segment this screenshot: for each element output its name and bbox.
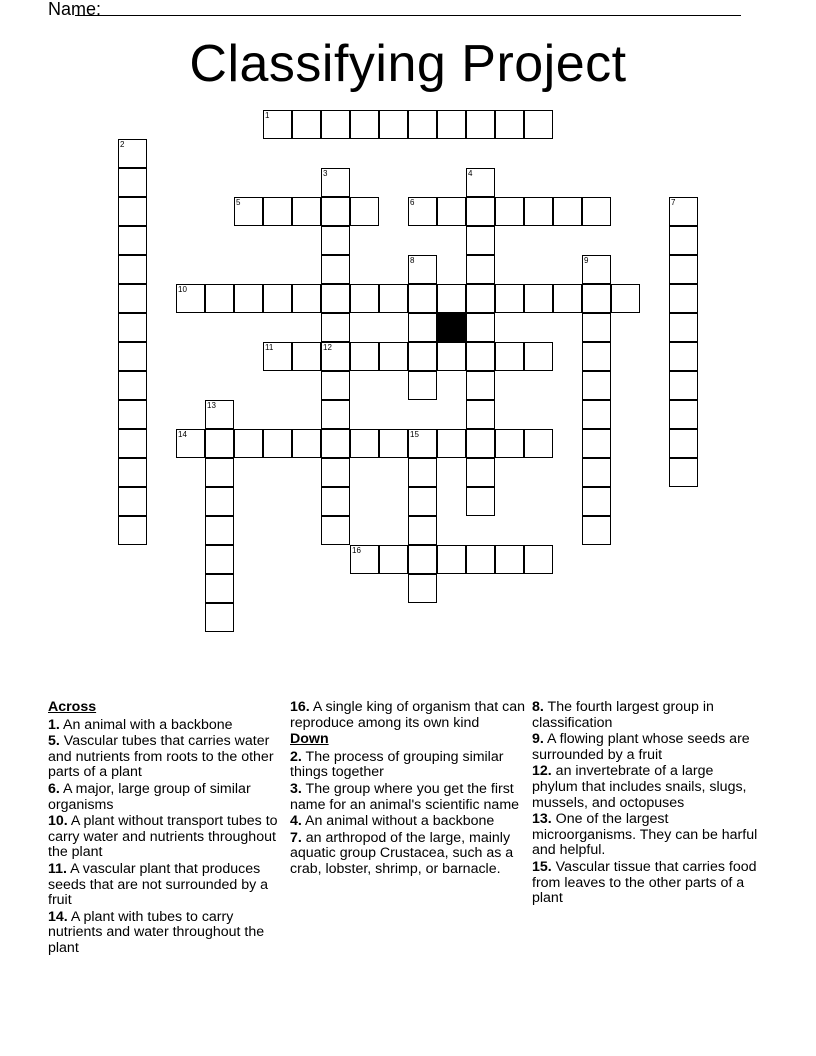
clue-number: 9 [584,256,589,265]
crossword-cell[interactable] [466,458,495,487]
clue-text: an invertebrate of a large phylum that includes snails, slugs, mussels, and octopuses [532,763,747,811]
crossword-cell[interactable] [669,400,698,429]
clue-number: 14. [48,908,68,925]
crossword-cell[interactable] [437,110,466,139]
crossword-cell[interactable] [205,516,234,545]
clue-text: One of the largest microorganisms. They can be harful and helpful. [532,811,758,859]
across-clue [48,734,284,781]
down-clue [532,860,760,907]
crossword-cell[interactable] [292,110,321,139]
crossword-cell[interactable] [582,255,611,284]
crossword-cell[interactable] [118,255,147,284]
down-clue [532,700,760,731]
crossword-cell[interactable] [669,458,698,487]
crossword-cell[interactable] [176,284,205,313]
crossword-cell[interactable] [408,371,437,400]
crossword-cell[interactable] [118,429,147,458]
crossword-cell[interactable] [205,574,234,603]
crossword-cell[interactable] [466,400,495,429]
clue-text: A plant without transport tubes to carry water and nutrients throughout the plant [48,813,278,861]
down-clue [532,732,760,763]
clue-number: 9. [532,731,544,748]
crossword-cell[interactable] [350,284,379,313]
crossword-cell[interactable] [524,429,553,458]
crossword-cell[interactable] [350,197,379,226]
page-title: Classifying Project [189,35,627,93]
crossword-cell[interactable] [118,458,147,487]
crossword-cell[interactable] [466,110,495,139]
crossword-cell[interactable] [292,429,321,458]
crossword-cell[interactable] [495,284,524,313]
down-clue [290,782,530,813]
clue-number: 7 [671,198,676,207]
clue-number: 6 [410,198,415,207]
crossword-cell[interactable] [176,429,205,458]
crossword-cell[interactable] [118,197,147,226]
crossword-cell[interactable] [553,284,582,313]
crossword-cell[interactable] [350,342,379,371]
clue-number: 6. [48,780,60,797]
clue-text: Vascular tubes that carries water and nutrients from roots to the other parts of a plant [48,733,274,781]
crossword-cell[interactable] [263,110,292,139]
crossword-cell[interactable] [379,545,408,574]
down-clue [532,764,760,811]
crossword-cell[interactable] [321,516,350,545]
crossword-cell[interactable] [495,342,524,371]
crossword-cell[interactable] [437,545,466,574]
crossword-cell[interactable] [524,284,553,313]
crossword-cell[interactable] [321,429,350,458]
crossword-cell[interactable] [669,284,698,313]
crossword-cell[interactable] [495,545,524,574]
clue-number: 5. [48,733,60,750]
crossword-cell[interactable] [408,110,437,139]
clue-text: Vascular tissue that carries food from leaves to the other parts of a plant [532,858,757,907]
crossword-cell[interactable] [466,226,495,255]
crossword-cell[interactable] [466,313,495,342]
clue-number: 4. [290,813,302,830]
crossword-cell[interactable] [321,110,350,139]
crossword-cell[interactable] [466,545,495,574]
crossword-cell[interactable] [408,313,437,342]
crossword-cell[interactable] [321,371,350,400]
clue-text: A flowing plant whose seeds are surrounded by a fruit [532,731,750,763]
clue-number: 1 [265,111,270,120]
clue-text: The process of grouping similar things together [290,748,504,781]
crossword-cell[interactable] [205,284,234,313]
clue-number: 10 [178,285,187,294]
crossword-cell[interactable] [321,342,350,371]
clue-number: 2. [290,748,302,765]
crossword-cell[interactable] [466,284,495,313]
clue-number: 4 [468,169,473,178]
crossword-cell[interactable] [582,284,611,313]
crossword-cell[interactable] [582,487,611,516]
crossword-cell[interactable] [669,429,698,458]
crossword-cell[interactable] [524,545,553,574]
crossword-cell[interactable] [408,284,437,313]
crossword-cell[interactable] [321,226,350,255]
clue-number: 1. [48,716,60,733]
crossword-cell[interactable] [321,400,350,429]
clue-text: The fourth largest group in classification [532,699,714,731]
crossword-cell[interactable] [379,284,408,313]
crossword-cell[interactable] [205,429,234,458]
clue-number: 11. [48,860,67,877]
clue-number: 13 [207,401,216,410]
crossword-cell[interactable] [205,400,234,429]
crossword-cell[interactable] [495,429,524,458]
crossword-cell[interactable] [466,429,495,458]
crossword-cell[interactable] [379,429,408,458]
crossword-cell[interactable] [524,110,553,139]
down-clue [290,814,530,830]
crossword-cell[interactable] [582,516,611,545]
across-clue [48,814,284,861]
across-clue [48,910,284,957]
crossword-cell[interactable] [379,342,408,371]
crossword-cell[interactable] [437,284,466,313]
clue-number: 2 [120,140,125,149]
clue-number: 15. [532,858,552,875]
crossword-cell[interactable] [524,197,553,226]
crossword-cell[interactable] [408,342,437,371]
crossword-cell[interactable] [466,255,495,284]
clue-number: 12 [323,343,332,352]
crossword-cell[interactable] [524,342,553,371]
clue-number: 14 [178,430,187,439]
crossword-cell[interactable] [321,197,350,226]
crossword-cell[interactable] [118,313,147,342]
down-clue [290,831,530,878]
crossword-cell[interactable] [408,255,437,284]
crossword-cell[interactable] [495,110,524,139]
crossword-cell[interactable] [350,429,379,458]
crossword-cell[interactable] [350,110,379,139]
crossword-cell[interactable] [669,313,698,342]
crossword-cell[interactable] [234,197,263,226]
crossword-cell[interactable] [437,197,466,226]
crossword-cell[interactable] [263,284,292,313]
crossword-cell[interactable] [321,284,350,313]
crossword-cell[interactable] [669,371,698,400]
clue-number: 16 [352,546,361,555]
clue-number: 16. [290,699,310,715]
clue-number: 15 [410,430,419,439]
crossword-cell[interactable] [205,487,234,516]
clue-number: 7. [290,829,302,846]
across-clue [48,782,284,813]
crossword-cell[interactable] [118,226,147,255]
clue-text: The group where you get the first name for an animal's scientific name [290,780,520,813]
crossword-cell[interactable] [582,313,611,342]
crossword-cell[interactable] [118,487,147,516]
crossword-cell[interactable] [118,516,147,545]
crossword-cell[interactable] [437,342,466,371]
clue-text: an arthropod of the large, mainly aquatic group Crustacea, such as a crab, lobster, shrimp, or barnacle. [290,829,514,877]
crossword-cell[interactable] [408,487,437,516]
clues-column-3 [532,700,760,908]
crossword-cell[interactable] [118,139,147,168]
crossword-cell[interactable] [669,197,698,226]
crossword-cell[interactable] [292,284,321,313]
crossword-cell[interactable] [582,371,611,400]
crossword-cell[interactable] [408,429,437,458]
crossword-cell[interactable] [234,429,263,458]
clue-text: A vascular plant that produces seeds that are not surrounded by a fruit [48,860,269,909]
crossword-cell[interactable] [437,429,466,458]
clue-number: 12. [532,763,552,780]
crossword-cell[interactable] [466,342,495,371]
across-clue [290,700,530,731]
black-square [437,313,466,342]
crossword-cell[interactable] [263,342,292,371]
clue-text: A major, large group of similar organisms [48,780,251,813]
crossword-cell[interactable] [669,255,698,284]
crossword-cell[interactable] [321,458,350,487]
crossword-cell[interactable] [234,284,263,313]
crossword-cell[interactable] [118,342,147,371]
clue-number: 3 [323,169,328,178]
across-clue [48,862,284,909]
crossword-cell[interactable] [582,400,611,429]
clue-text: A single king of organism that can reproduce among its own kind [290,699,526,731]
clue-number: 11 [265,343,274,352]
clues-column-2 [290,700,530,879]
crossword-cell[interactable] [263,429,292,458]
crossword-cell[interactable] [582,458,611,487]
across-clue [48,718,284,734]
crossword-cell[interactable] [205,545,234,574]
clues-column-1 [48,700,284,958]
clue-number: 8 [410,256,415,265]
crossword-cell[interactable] [408,516,437,545]
crossword-cell[interactable] [408,545,437,574]
clue-text: An animal without a backbone [301,813,495,830]
crossword-cell[interactable] [408,197,437,226]
crossword-cell[interactable] [321,313,350,342]
crossword-cell[interactable] [292,342,321,371]
down-clue [290,750,530,781]
crossword-cell[interactable] [321,168,350,197]
crossword-cell[interactable] [466,487,495,516]
crossword-cell[interactable] [466,168,495,197]
crossword-cell[interactable] [292,197,321,226]
crossword-cell[interactable] [495,197,524,226]
crossword-cell[interactable] [379,110,408,139]
crossword-cell[interactable] [205,458,234,487]
crossword-cell[interactable] [321,487,350,516]
crossword-cell[interactable] [263,197,292,226]
crossword-cell[interactable] [321,255,350,284]
clue-number: 10. [48,813,68,830]
crossword-cell[interactable] [408,458,437,487]
clue-number: 5 [236,198,241,207]
crossword-cell[interactable] [582,197,611,226]
across-heading: Across [48,699,97,715]
clue-text: An animal with a backbone [59,716,233,733]
clue-number: 8. [532,699,544,715]
crossword-cell[interactable] [466,197,495,226]
crossword-cell[interactable] [466,371,495,400]
clue-number: 3. [290,780,302,797]
down-heading: Down [290,731,329,748]
crossword-cell[interactable] [205,603,234,632]
crossword-cell[interactable] [118,400,147,429]
crossword-cell[interactable] [611,284,640,313]
crossword-cell[interactable] [408,574,437,603]
down-clue [532,812,760,859]
crossword-cell[interactable] [118,284,147,313]
crossword-cell[interactable] [669,226,698,255]
crossword-cell[interactable] [553,197,582,226]
clue-text: A plant with tubes to carry nutrients and water throughout the plant [48,908,265,956]
crossword-cell[interactable] [582,342,611,371]
crossword-cell[interactable] [669,342,698,371]
crossword-cell[interactable] [582,429,611,458]
name-label: Name: [48,0,102,19]
crossword-cell[interactable] [118,371,147,400]
crossword-cell[interactable] [118,168,147,197]
crossword-cell[interactable] [350,545,379,574]
clue-number: 13. [532,811,552,828]
